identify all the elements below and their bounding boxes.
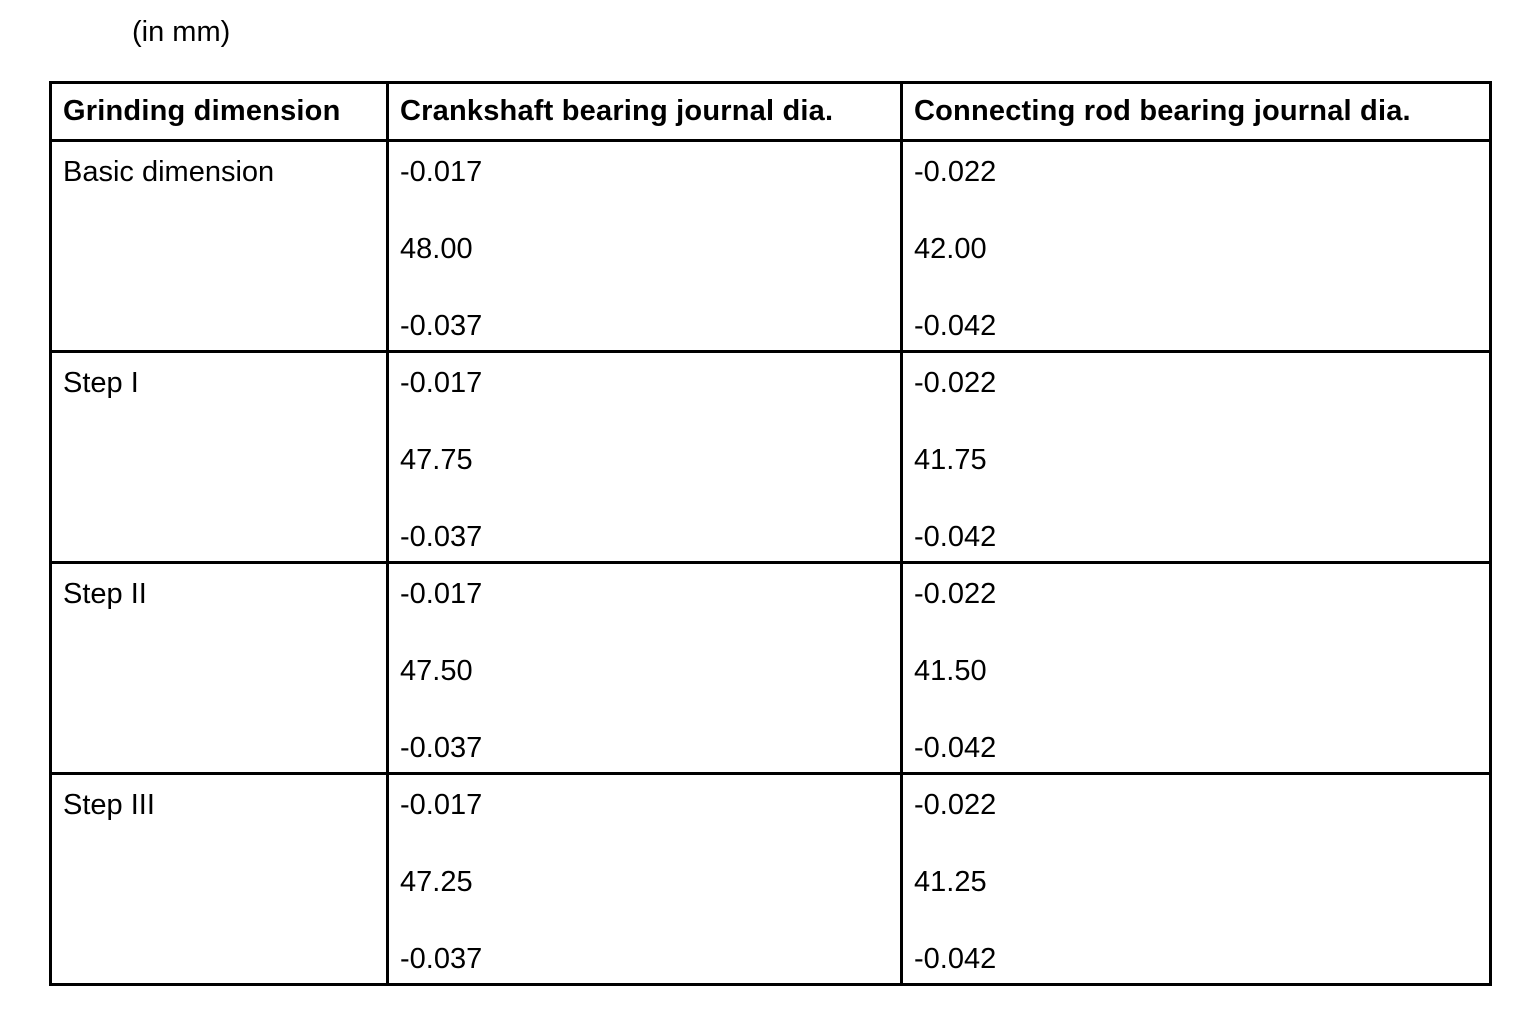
header-crankshaft-journal-dia: Crankshaft bearing journal dia. — [388, 83, 902, 141]
conrod-upper-tolerance: -0.022 — [914, 789, 997, 821]
conrod-nominal-dia: 41.75 — [914, 444, 987, 476]
row-label: Step I — [63, 367, 139, 399]
unit-note: (in mm) — [132, 16, 231, 48]
conrod-cell — [902, 352, 1491, 563]
row-label: Step II — [63, 578, 147, 610]
table-row-step-3 — [51, 774, 1491, 985]
row-label-cell — [51, 352, 388, 563]
crankshaft-nominal-dia: 47.75 — [400, 444, 473, 476]
row-label-cell — [51, 563, 388, 774]
table-row-basic-dimension — [51, 141, 1491, 352]
conrod-lower-tolerance: -0.042 — [914, 732, 997, 764]
conrod-upper-tolerance: -0.022 — [914, 156, 997, 188]
crankshaft-nominal-dia: 47.25 — [400, 866, 473, 898]
crankshaft-cell — [388, 141, 902, 352]
crankshaft-lower-tolerance: -0.037 — [400, 732, 483, 764]
table-row-step-1 — [51, 352, 1491, 563]
crankshaft-cell — [388, 774, 902, 985]
conrod-upper-tolerance: -0.022 — [914, 578, 997, 610]
crankshaft-lower-tolerance: -0.037 — [400, 943, 483, 975]
table-header-row — [51, 83, 1491, 141]
grinding-dimensions-table — [49, 81, 1492, 986]
crankshaft-nominal-dia: 47.50 — [400, 655, 473, 687]
conrod-cell — [902, 141, 1491, 352]
row-label-cell — [51, 141, 388, 352]
conrod-lower-tolerance: -0.042 — [914, 521, 997, 553]
header-conrod-journal-dia: Connecting rod bearing journal dia. — [902, 83, 1491, 141]
row-label: Step III — [63, 789, 155, 821]
crankshaft-upper-tolerance: -0.017 — [400, 578, 483, 610]
conrod-nominal-dia: 42.00 — [914, 233, 987, 265]
conrod-nominal-dia: 41.50 — [914, 655, 987, 687]
conrod-cell — [902, 774, 1491, 985]
header-grinding-dimension: Grinding dimension — [51, 83, 388, 141]
crankshaft-upper-tolerance: -0.017 — [400, 367, 483, 399]
crankshaft-lower-tolerance: -0.037 — [400, 521, 483, 553]
row-label: Basic dimension — [63, 156, 275, 188]
conrod-cell — [902, 563, 1491, 774]
crankshaft-lower-tolerance: -0.037 — [400, 310, 483, 342]
conrod-lower-tolerance: -0.042 — [914, 943, 997, 975]
table-row-step-2 — [51, 563, 1491, 774]
crankshaft-upper-tolerance: -0.017 — [400, 789, 483, 821]
crankshaft-nominal-dia: 48.00 — [400, 233, 473, 265]
crankshaft-cell — [388, 563, 902, 774]
conrod-upper-tolerance: -0.022 — [914, 367, 997, 399]
row-label-cell — [51, 774, 388, 985]
crankshaft-cell — [388, 352, 902, 563]
conrod-nominal-dia: 41.25 — [914, 866, 987, 898]
conrod-lower-tolerance: -0.042 — [914, 310, 997, 342]
crankshaft-upper-tolerance: -0.017 — [400, 156, 483, 188]
